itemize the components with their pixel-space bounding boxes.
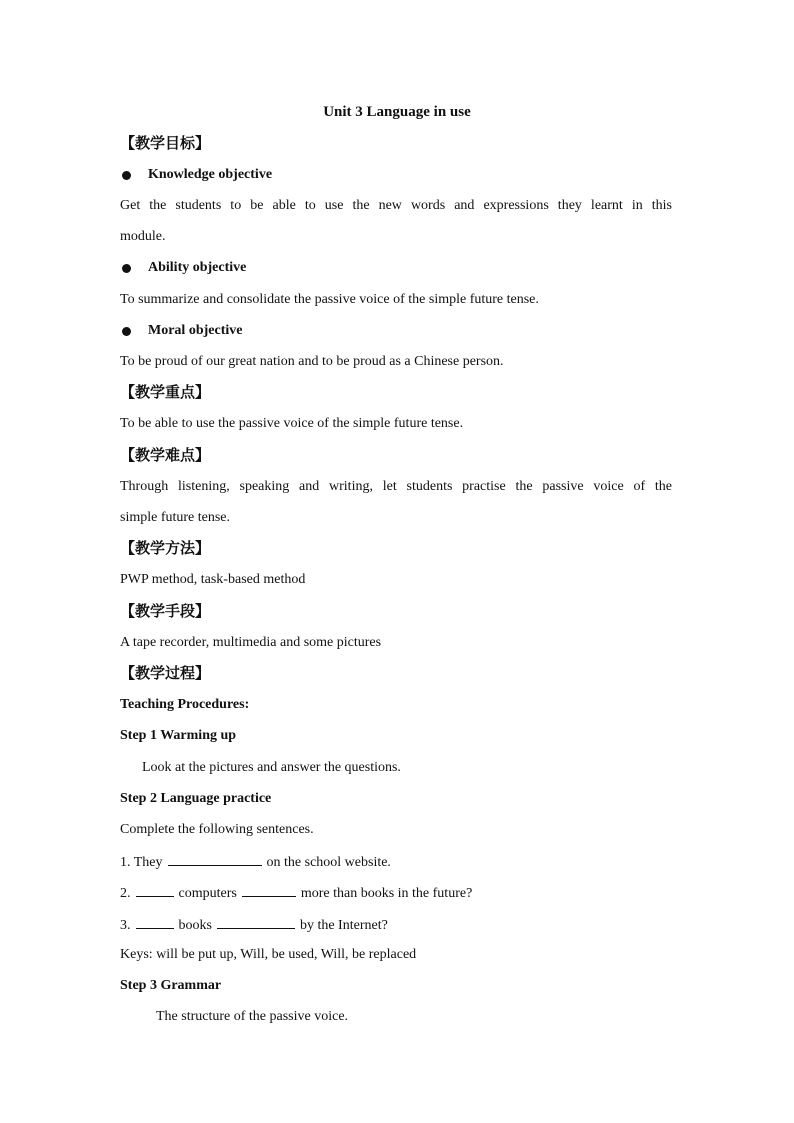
sentence-1-start: 1. They bbox=[120, 855, 163, 870]
means-heading: 【教学手段】 bbox=[120, 602, 211, 620]
step3-text: The structure of the passive voice. bbox=[156, 1009, 349, 1024]
answer-keys: Keys: will be put up, Will, be used, Will, be replaced bbox=[120, 947, 417, 962]
key-points-text: To be able to use the passive voice of the simple future tense. bbox=[120, 416, 464, 431]
sentence-3-middle: books bbox=[178, 918, 212, 933]
sentence-1-end: on the school website. bbox=[266, 855, 391, 870]
difficult-points-heading: 【教学难点】 bbox=[120, 446, 211, 464]
process-heading: 【教学过程】 bbox=[120, 664, 211, 682]
step1-text: Look at the pictures and answer the questions. bbox=[142, 760, 401, 775]
exercise-sentence-2 bbox=[120, 883, 672, 903]
means-text: A tape recorder, multimedia and some pictures bbox=[120, 635, 382, 650]
knowledge-objective-item bbox=[120, 166, 672, 184]
exercise-sentence-1 bbox=[120, 852, 672, 872]
answer-blank bbox=[242, 883, 296, 897]
step2-title: Step 2 Language practice bbox=[120, 791, 272, 806]
sentence-2-end: more than books in the future? bbox=[300, 886, 473, 901]
sentence-2-number: 2. bbox=[120, 886, 131, 901]
difficult-points-text-line2: simple future tense. bbox=[120, 510, 231, 525]
sentence-2-middle: computers bbox=[178, 886, 237, 901]
answer-blank bbox=[168, 852, 262, 866]
knowledge-objective-text-line2: module. bbox=[120, 229, 166, 244]
bullet-icon bbox=[122, 327, 131, 336]
sentence-3-number: 3. bbox=[120, 918, 131, 933]
objectives-heading: 【教学目标】 bbox=[120, 134, 211, 152]
answer-blank bbox=[136, 883, 174, 897]
ability-objective-label: Ability objective bbox=[148, 260, 247, 275]
document-title: Unit 3 Language in use bbox=[323, 104, 471, 120]
sentence-3-end: by the Internet? bbox=[299, 918, 388, 933]
difficult-points-text-line1: Through listening, speaking and writing, let students practise the passive voice of the bbox=[120, 479, 672, 494]
key-points-heading: 【教学重点】 bbox=[120, 383, 211, 401]
methods-heading: 【教学方法】 bbox=[120, 539, 211, 557]
bullet-icon bbox=[122, 171, 131, 180]
bullet-icon bbox=[122, 264, 131, 273]
knowledge-objective-text-line1: Get the students to be able to use the new words and expressions they learnt in this bbox=[120, 198, 672, 213]
moral-objective-label: Moral objective bbox=[148, 323, 243, 338]
exercise-sentence-3 bbox=[120, 915, 672, 935]
step1-title: Step 1 Warming up bbox=[120, 728, 237, 743]
answer-blank bbox=[217, 915, 295, 929]
ability-objective-item bbox=[120, 259, 672, 277]
teaching-procedures-heading: Teaching Procedures: bbox=[120, 697, 250, 712]
ability-objective-text: To summarize and consolidate the passive voice of the simple future tense. bbox=[120, 292, 539, 307]
methods-text: PWP method, task-based method bbox=[120, 572, 306, 587]
knowledge-objective-label: Knowledge objective bbox=[148, 167, 273, 182]
step2-instruction: Complete the following sentences. bbox=[120, 822, 314, 837]
moral-objective-text: To be proud of our great nation and to be proud as a Chinese person. bbox=[120, 354, 504, 369]
step3-title: Step 3 Grammar bbox=[120, 978, 222, 993]
answer-blank bbox=[136, 915, 174, 929]
moral-objective-item bbox=[120, 322, 672, 340]
